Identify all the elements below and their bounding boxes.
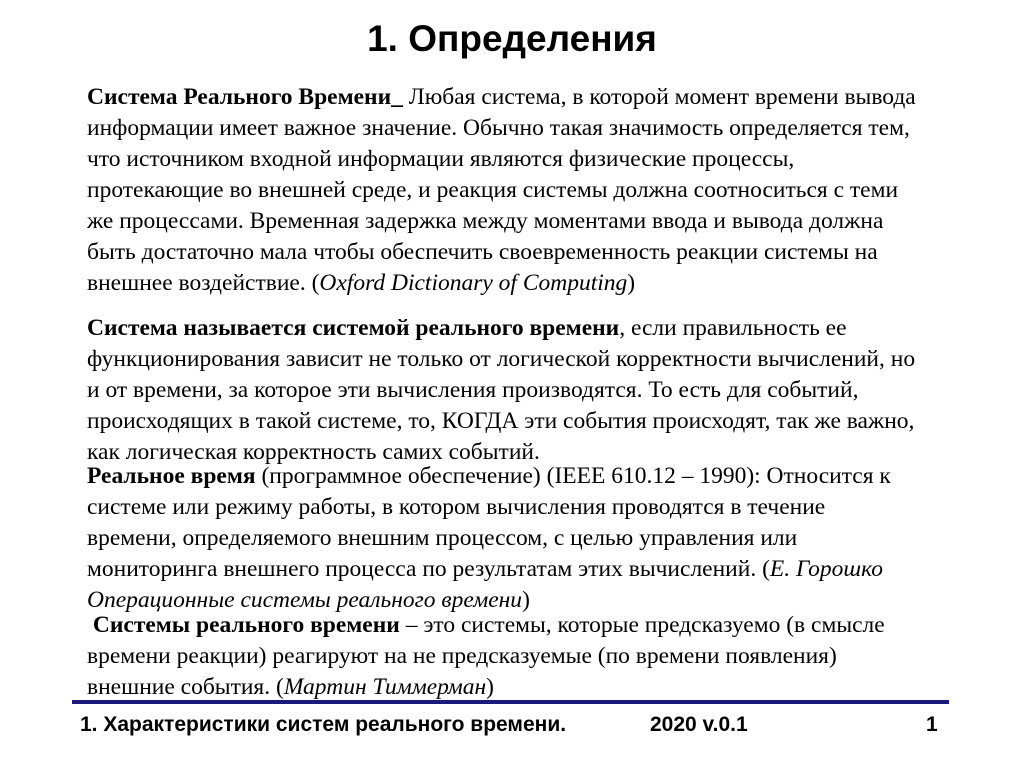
paragraph-line <box>87 554 1007 585</box>
paragraph-line: происходящих в такой системе, то, КОГДА эти события происходят, так же важно, <box>87 408 915 434</box>
paragraph-line <box>87 313 1007 344</box>
footer-divider <box>72 700 949 704</box>
paragraph-line: и от времени, за которое эти вычисления производятся. То есть для событий, <box>87 377 859 403</box>
source-citation: Oxford Dictionary of Computing <box>319 270 628 296</box>
paragraph-text: ) <box>522 587 530 613</box>
paragraph-line: системе или режиму работы, в котором вычисления проводятся в течение <box>87 494 826 520</box>
definition-paragraph-3 <box>81 461 1007 616</box>
footer-course-title: 1. Характеристики систем реального времени. <box>80 713 567 736</box>
paragraph-text: внешние события. ( <box>87 674 284 700</box>
paragraph-line <box>87 82 1007 113</box>
paragraph-line: быть достаточно мала чтобы обеспечить своевременность реакции системы на <box>87 239 878 265</box>
paragraph-line: что источником входной информации являются физические процессы, <box>87 146 795 172</box>
slide-title: 1. Определения <box>367 18 657 59</box>
definition-paragraph-4 <box>81 610 1007 703</box>
term-bold: Реальное время <box>87 463 256 489</box>
paragraph-line <box>87 672 1007 703</box>
paragraph-text: – это системы, которые предсказуемо (в смысле <box>399 612 885 638</box>
paragraph-line <box>87 268 1007 299</box>
paragraph-line: протекающие во внешней среде, и реакция системы должна соотноситься с теми <box>87 177 899 203</box>
term-bold: Система называется системой реального времени <box>87 315 620 341</box>
paragraph-line: времени реакции) реагируют на не предсказуемые (по времени появления) <box>87 643 837 669</box>
paragraph-line: информации имеет важное значение. Обычно такая значимость определяется тем, <box>87 115 910 141</box>
source-citation: Мартин Тиммерман <box>283 674 487 700</box>
paragraph-line: функционирования зависит не только от логической корректности вычислений, но <box>87 346 916 372</box>
term-bold: Система Реального Времени_ <box>87 84 403 110</box>
paragraph-text: ) <box>486 674 494 700</box>
definition-paragraph-2 <box>81 313 1007 468</box>
page-number: 1 <box>926 713 938 736</box>
paragraph-text: Любая система, в которой момент времени вывода <box>402 84 916 110</box>
paragraph-text: мониторинга внешнего процесса по результатам этих вычислений. ( <box>87 556 770 582</box>
definition-paragraph-1 <box>81 82 1007 299</box>
source-citation: Е. Горошко <box>769 556 883 582</box>
footer-version: 2020 v.0.1 <box>650 713 748 736</box>
paragraph-line <box>87 461 1007 492</box>
paragraph-line: времени, определяемого внешним процессом, с целью управления или <box>87 525 798 551</box>
paragraph-line: же процессами. Временная задержка между моментами ввода и вывода должна <box>87 208 884 234</box>
paragraph-text: внешнее воздействие. ( <box>87 270 320 296</box>
paragraph-line: как логическая корректность самих событий. <box>87 439 540 465</box>
paragraph-text: (программное обеспечение) (IEEE 610.12 – 1990): Относится к <box>255 463 891 489</box>
paragraph-text: , если правильность ее <box>619 315 847 341</box>
paragraph-text: ) <box>627 270 636 296</box>
source-citation: Операционные системы реального времени <box>87 587 523 613</box>
paragraph-line <box>87 610 1007 641</box>
term-bold: Системы реального времени <box>92 612 400 638</box>
